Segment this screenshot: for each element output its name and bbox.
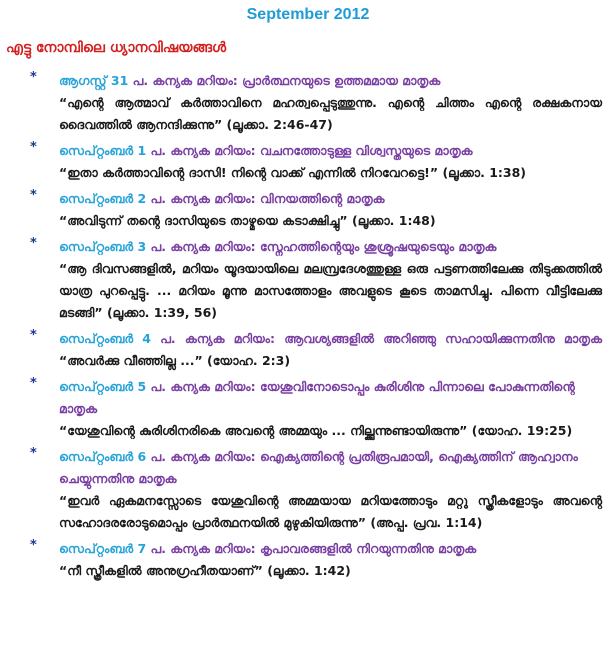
entry-description: പ. കന്യക മറിയം: വിനയത്തിന്റെ മാതൃക [150,191,385,206]
entry-reference: (ലൂക്കാ. 1:38) [442,165,526,180]
section-heading: എട്ടു നോമ്പിലെ ധ്യാനവിഷയങ്ങൾ [6,40,227,56]
entry-quote: “ഇതാ കർത്താവിന്റെ ദാസി! നിന്റെ വാക്ക് എന്നിൽ നിറവേറട്ടെ!” [59,165,439,180]
entry-quote: “ഇവർ ഏകമനസ്സോടെ യേശുവിന്റെ അമ്മയായ മറിയത്തോടും മറ്റു സ്ത്രീകളോടും അവന്റെ സഹോദരരോടുമൊപ്പം പ്രാർത്ഥനയിൽ മുഴുകിയിരുന്നു” [59,493,602,530]
entry-date: സെപ്റ്റംബർ 5 [59,379,147,394]
entry-date: സെപ്റ്റംബർ 4 [59,331,152,346]
entry-description: പ. കന്യക മറിയം: യേശുവിനോടൊപ്പം കുരിശിനു പിന്നാലെ പോകുന്നതിന്റെ മാതൃക [59,379,575,416]
entry-date: സെപ്റ്റംബർ 3 [59,239,147,254]
entry-reference: (ലൂക്കാ. 2:46-47) [226,117,333,132]
entry-reference: (യോഹ. 2:3) [207,353,291,368]
entry-reference: (ലൂക്കാ. 1:42) [267,563,351,578]
entry-description: പ. കന്യക മറിയം: ഐക്യത്തിന്റെ പ്രതിരൂപമായി, ഐക്യത്തിന് ആഹ്വാനം ചെയ്യുന്നതിനു മാതൃക [59,449,578,486]
list-item [0,140,616,184]
bullet-marker: * [30,328,37,343]
bullet-marker: * [30,236,37,251]
entry-quote: “ആ ദിവസങ്ങളിൽ, മറിയം യൂദയായിലെ മലമ്പ്രദേശത്തുള്ള ഒരു പട്ടണത്തിലേക്കു തിടുക്കത്തിൽ യാത്ര പുറപ്പെട്ടു. ... മറിയം മൂന്നു മാസത്തോളം അവളുടെ കൂടെ താമസിച്ചു. പിന്നെ വീട്ടിലേക്കു മടങ്ങി” [59,261,602,320]
entry-date: സെപ്റ്റംബർ 1 [59,143,147,158]
bullet-marker: * [30,538,37,553]
entry-reference: (അപ്പ. പ്രവ. 1:14) [370,515,483,530]
page-title: September 2012 [246,6,370,23]
entry-date: ആഗസ്റ്റ് 31 [59,73,129,88]
list-item [0,236,616,324]
list-item [0,328,616,372]
entry-description: പ. കന്യക മറിയം: ആവശ്യങ്ങളിൽ അറിഞ്ഞു സഹായിക്കുന്നതിനു മാതൃക [160,331,603,346]
entry-date: സെപ്റ്റംബർ 2 [59,191,147,206]
entry-quote: “അവർക്കു വീഞ്ഞില്ല ...” [59,353,203,368]
entry-description: പ. കന്യക മറിയം: പ്രാർത്ഥനയുടെ ഉത്തമമായ മാതൃക [132,73,441,88]
bullet-marker: * [30,376,37,391]
bullet-marker: * [30,188,37,203]
bullet-marker: * [30,140,37,155]
entry-description: പ. കന്യക മറിയം: കൃപാവരങ്ങളിൽ നിറയുന്നതിനു മാതൃക [150,541,477,556]
entry-date: സെപ്റ്റംബർ 7 [59,541,147,556]
entry-quote: “എന്റെ ആത്മാവ് കർത്താവിനെ മഹത്വപ്പെടുത്തുന്നു. എന്റെ ചിത്തം എന്റെ രക്ഷകനായ ദൈവത്തിൽ ആനന്ദിക്കുന്നു” [59,95,602,132]
meditation-list [0,70,616,586]
entry-quote: “യേശുവിന്റെ കുരിശിനരികെ അവന്റെ അമ്മയും ... നില്ക്കുന്നുണ്ടായിരുന്നു” [59,423,468,438]
entry-quote: “നീ സ്ത്രീകളിൽ അനുഗ്രഹീതയാണ്” [59,563,263,578]
list-item [0,70,616,136]
entry-reference: (യോഹ. 19:25) [471,423,573,438]
entry-description: പ. കന്യക മറിയം: സ്നേഹത്തിന്റെയും ശുശ്രൂഷയുടെയും മാതൃക [150,239,497,254]
list-item [0,188,616,232]
entry-description: പ. കന്യക മറിയം: വചനത്തോടുള്ള വിശ്വസ്തയുടെ മാതൃക [150,143,473,158]
list-item [0,538,616,582]
entry-quote: “അവിടുന്ന് തന്റെ ദാസിയുടെ താഴ്മയെ കടാക്ഷിച്ചു” [59,213,348,228]
entry-date: സെപ്റ്റംബർ 6 [59,449,147,464]
bullet-marker: * [30,70,37,85]
entry-reference: (ലൂക്കാ. 1:39, 56) [106,305,217,320]
list-item [0,376,616,442]
entry-reference: (ലൂക്കാ. 1:48) [352,213,436,228]
bullet-marker: * [30,446,37,461]
list-item [0,446,616,534]
